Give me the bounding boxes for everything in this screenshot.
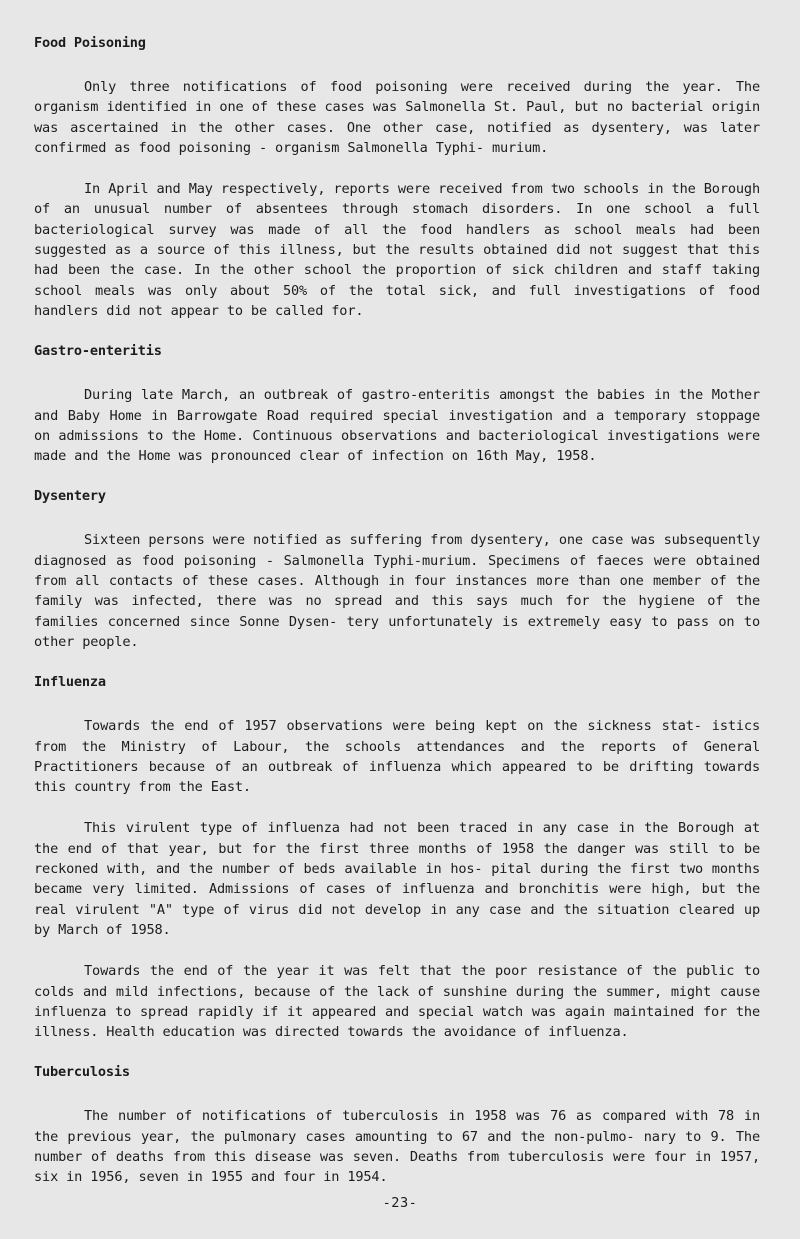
section-heading: Influenza [34,674,106,691]
paragraph: During late March, an outbreak of gastro-enteritis amongst the babies in the Mother and Baby Home in Barrowgate Road required special investigation and a temporary stoppage on admissions to the Home. Continuous observations and bacteriological investigations were made and the Home was pronounced clear of infection on 16th May, 1958. [34,387,760,465]
section-heading: Food Poisoning [34,35,146,51]
paragraph: Towards the end of the year it was felt that the poor resistance of the public to colds and mild infections, because of the lack of sunshine during the summer, might cause influenza to spread rapidly if it appeared and special watch was again maintained for the illness. Health education was directed towards the avoidance of influenza. [34,963,760,1041]
section-influenza [34,673,760,1042]
section-heading: Dysentery [34,488,106,505]
paragraph: Towards the end of 1957 observations were being kept on the sickness stat- istics from the Ministry of Labour, the schools attendances and the reports of General Practitioners because of an outbreak of influenza which appeared to be drifting towards this country from the East. [34,718,760,796]
paragraph: Sixteen persons were notified as suffering from dysentery, one case was subsequently diagnosed as food poisoning - Salmonella Typhi-murium. Specimens of faeces were obtained from all contacts of these cases. Although in four instances more than one member of the family was infected, there was no spread and this says much for the hygiene of the families concerned since Sonne Dysen- tery unfortunately is extremely easy to pass on to other people. [34,532,760,650]
section-tuberculosis [34,1063,760,1187]
page-number: -23- [382,1195,418,1211]
paragraph: The number of notifications of tuberculosis in 1958 was 76 as compared with 78 in the previous year, the pulmonary cases amounting to 67 and the non-pulmo- nary to 9. The number of deaths from this disease was seven. Deaths from tuberculosis were four in 1957, six in 1956, seven in 1955 and four in 1954. [34,1108,760,1186]
section-heading: Tuberculosis [34,1064,130,1081]
section-gastro-enteritis [34,342,760,466]
section-food-poisoning [34,34,760,321]
paragraph: Only three notifications of food poisoning were received during the year. The organism identified in one of these cases was Salmonella St. Paul, but no bacterial origin was ascertained in the other cases. One other case, notified as dysentery, was later confirmed as food poisoning - organism Salmonella Typhi- murium. [34,79,760,156]
section-heading: Gastro-enteritis [34,343,162,360]
section-dysentery [34,487,760,652]
paragraph: In April and May respectively, reports were received from two schools in the Borough of an unusual number of absentees through stomach disorders. In one school a full bacteriological survey was made of all the food handlers as school meals had been suggested as a source of this illness, but the results obtained did not suggest that this had been the case. In the other school the proportion of sick children and staff taking school meals was only about 50% of the total sick, and full investigations of food handlers did not appear to be called for. [34,181,760,319]
paragraph: This virulent type of influenza had not been traced in any case in the Borough at the end of that year, but for the first three months of 1958 the danger was still to be reckoned with, and the number of beds available in hos- pital during the first two months became very limited. Admissions of cases of influenza and bronchitis were high, but the real virulent "A" type of virus did not develop in any case and the situation cleared up by March of 1958. [34,820,760,938]
